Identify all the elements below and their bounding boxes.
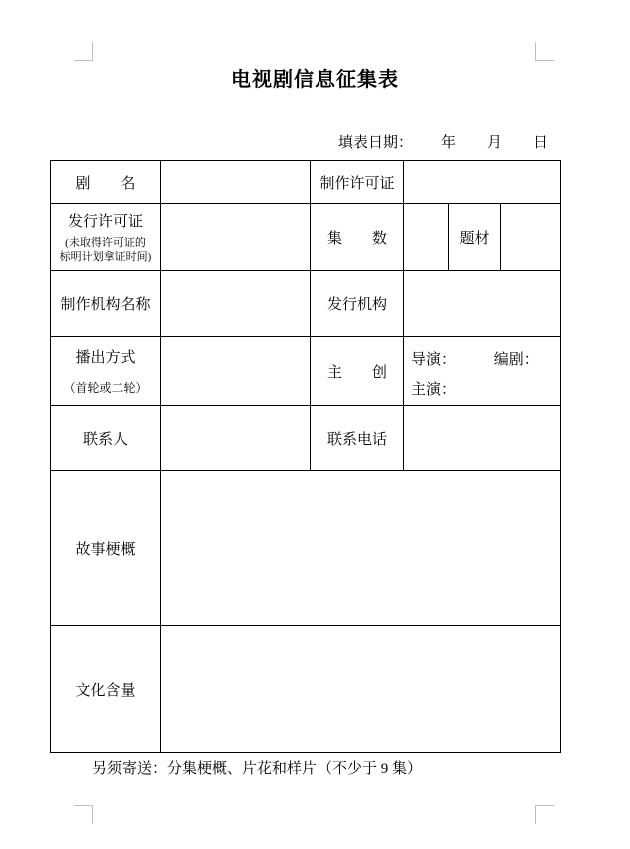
drama-name-value-cell[interactable]	[161, 161, 311, 204]
creators-line-1	[411, 345, 560, 375]
margin-crop-mark-bottom-right	[535, 805, 554, 824]
contact-person-value-cell[interactable]	[161, 406, 311, 471]
lead-actor-label: 主演：	[411, 381, 457, 398]
episode-count-value-cell[interactable]	[404, 204, 449, 271]
fill-date-day: 日	[533, 135, 549, 151]
row-cultural-content	[51, 626, 561, 753]
cultural-content-value-cell[interactable]	[161, 626, 561, 753]
creators-value-cell[interactable]	[404, 337, 561, 406]
broadcast-mode-label-cell	[51, 337, 161, 406]
row-production-org	[51, 271, 561, 337]
drama-name-label: 剧 名	[51, 161, 161, 204]
distribution-permit-label: 发行许可证	[67, 214, 143, 230]
additional-materials-note: 另须寄送：分集梗概、片花和样片（不少于 9 集）	[92, 761, 423, 777]
row-broadcast-mode	[51, 337, 561, 406]
distribution-permit-value-cell[interactable]	[161, 204, 311, 271]
row-drama-name	[51, 161, 561, 204]
contact-phone-value-cell[interactable]	[404, 406, 561, 471]
screenwriter-label: 编剧：	[493, 351, 539, 368]
creators-line-2	[411, 375, 560, 405]
row-contact	[51, 406, 561, 471]
episode-count-label: 集 数	[311, 204, 404, 271]
margin-crop-mark-top-right	[535, 42, 554, 61]
fill-date-year: 年	[441, 135, 457, 151]
production-permit-value-cell[interactable]	[404, 161, 561, 204]
distribution-permit-label-cell	[51, 204, 161, 271]
distribution-permit-note: (未取得许可证的 标明计划拿证时间)	[59, 237, 152, 263]
distribution-org-value-cell[interactable]	[404, 271, 561, 337]
production-org-label: 制作机构名称	[51, 271, 161, 337]
contact-person-label: 联系人	[51, 406, 161, 471]
row-synopsis	[51, 471, 561, 626]
subject-label: 题材	[449, 204, 501, 271]
synopsis-value-cell[interactable]	[161, 471, 561, 626]
fill-date-line	[338, 131, 548, 152]
form-title: 电视剧信息征集表	[231, 69, 399, 91]
cultural-content-label: 文化含量	[51, 626, 161, 753]
margin-crop-mark-top-left	[74, 42, 93, 61]
fill-date-label: 填表日期：	[338, 135, 414, 151]
production-org-value-cell[interactable]	[161, 271, 311, 337]
info-form-table	[50, 160, 561, 753]
broadcast-mode-value-cell[interactable]	[161, 337, 311, 406]
subject-value-cell[interactable]	[501, 204, 561, 271]
row-distribution-permit	[51, 204, 561, 271]
broadcast-mode-label: 播出方式	[75, 350, 136, 366]
creators-value-inner	[404, 338, 560, 405]
director-label: 导演：	[411, 351, 457, 368]
contact-phone-label: 联系电话	[311, 406, 404, 471]
fill-date-month: 月	[487, 135, 503, 151]
creators-label: 主 创	[311, 337, 404, 406]
margin-crop-mark-bottom-left	[74, 805, 93, 824]
synopsis-label: 故事梗概	[51, 471, 161, 626]
production-permit-label: 制作许可证	[311, 161, 404, 204]
distribution-org-label: 发行机构	[311, 271, 404, 337]
broadcast-mode-note: （首轮或二轮）	[63, 381, 148, 395]
